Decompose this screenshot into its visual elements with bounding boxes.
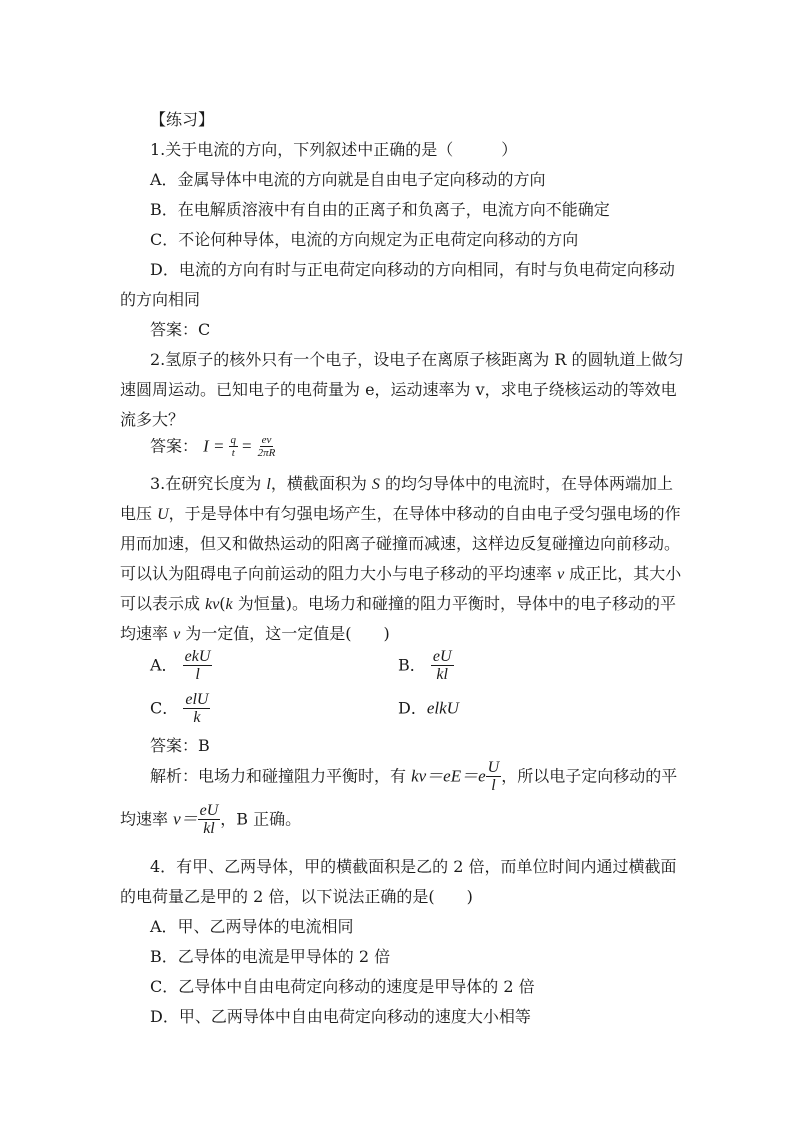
q3-option-b-den: kl [436, 666, 448, 683]
q1-option-d-line2: 的方向相同 [120, 290, 201, 309]
q1-answer: 答案：C [150, 320, 211, 339]
q3-option-c-label: C． [150, 698, 179, 718]
q3-exp1-text-a: 解析：电场力和碰撞阻力平衡时，有 [150, 766, 412, 786]
q3-var-kv: kv [205, 596, 220, 613]
q3-line4 [120, 564, 681, 585]
q3-l4-text-a: 可以认为阻碍电子向前运动的阻力大小与电子移动的平均速率 [120, 564, 558, 583]
q2-fraction-ev-2piR [256, 434, 278, 459]
q3-exp2-text-b: ，B 正确。 [220, 809, 302, 829]
q2-frac2-num: ev [261, 434, 272, 447]
q3-l2-text-b: ，于是导体中有匀强电场产生，在导体中移动的自由电子受匀强电场的作 [168, 504, 681, 523]
q3-option-a-label: A． [150, 655, 178, 675]
q3-l1-text-c: 的均匀导体中的电流时，在导体两端加上 [379, 474, 673, 493]
q3-exp2-den: kl [203, 820, 215, 837]
q3-l5-paren: ( [219, 594, 226, 613]
q3-option-d-label: D． [398, 698, 427, 718]
q2-frac1-num: q [230, 434, 236, 447]
q3-exp1-num: U [487, 759, 500, 776]
q3-option-a-den: l [195, 666, 200, 683]
q1-option-c: C．不论何种导体，电流的方向规定为正电荷定向移动的方向 [150, 230, 579, 249]
q3-line1 [150, 474, 673, 495]
q3-l1-text-b: ，横截面积为 [270, 474, 372, 493]
q3-var-U: U [157, 506, 169, 523]
q3-option-a-fraction [183, 648, 213, 683]
q3-exp2-num: eU [199, 802, 219, 819]
q4-option-d: D．甲、乙两导体中自由电荷定向移动的速度大小相等 [150, 1007, 531, 1026]
q1-option-a: A．金属导体中电流的方向就是自由电子定向移动的方向 [150, 170, 546, 189]
q4-option-b: B．乙导体的电流是甲导体的 2 倍 [150, 947, 391, 966]
q3-l6-text-a: 均速率 [120, 624, 174, 643]
q3-exp1-den: l [491, 777, 496, 794]
q3-exp2-var: v＝ [173, 809, 198, 829]
q4-option-a: A．甲、乙两导体的电流相同 [150, 917, 354, 936]
q3-exp2-text-a: 均速率 [120, 809, 174, 829]
q3-option-c-num: elU [185, 691, 209, 708]
q3-option-b-fraction [431, 648, 454, 683]
q3-l5-text-a: 可以表示成 [120, 594, 206, 613]
q1-stem: 1.关于电流的方向，下列叙述中正确的是（ ） [150, 140, 518, 159]
q3-explanation-line2 [120, 799, 301, 840]
q3-line3: 用而加速，但又和做热运动的阳离子碰撞而减速，这样边反复碰撞边向前移动。 [120, 534, 681, 553]
q3-option-d [398, 688, 459, 729]
q3-var-v2: v [173, 626, 181, 643]
section-title: 【练习】 [150, 110, 215, 129]
q4-line2: 的电荷量乙是甲的 2 倍，以下说法正确的是( ) [120, 887, 473, 906]
q3-option-c [150, 688, 210, 729]
q3-line6 [120, 624, 390, 645]
q3-line5 [120, 594, 676, 615]
q1-option-d-line1: D．电流的方向有时与正电荷定向移动的方向相同，有时与负电荷定向移动 [150, 260, 675, 279]
q4-option-c: C．乙导体中自由电荷定向移动的速度是甲导体的 2 倍 [150, 977, 535, 996]
q3-l5-text-c: 为恒量)。电场力和碰撞的阻力平衡时，导体中的电子移动的平 [232, 594, 676, 613]
q4-line1: 4．有甲、乙两导体，甲的横截面积是乙的 2 倍，而单位时间内通过横截面 [150, 857, 677, 876]
q3-var-l: l [266, 476, 271, 493]
q3-exp1-fraction [486, 759, 502, 794]
q3-option-a-num: ekU [184, 648, 211, 665]
q2-line3: 流多大？ [120, 410, 185, 429]
q1-option-b: B．在电解质溶液中有自由的正离子和负离子，电流方向不能确定 [150, 200, 610, 219]
q3-l6-text-b: 为一定值，这一定值是( ) [180, 624, 390, 643]
q3-l2-text-a: 电压 [120, 504, 158, 523]
q3-exp1-formula: kv＝eE＝e [411, 766, 486, 786]
q3-option-b-num: eU [432, 648, 452, 665]
q3-line2 [120, 504, 681, 525]
q3-option-b [398, 645, 454, 686]
q3-option-c-fraction [183, 691, 210, 726]
q3-var-k: k [225, 596, 233, 613]
q3-option-d-value: elkU [426, 698, 459, 718]
q2-line1: 2.氢原子的核外只有一个电子，设电子在离原子核距离为 R 的圆轨道上做匀 [150, 350, 684, 369]
q3-var-v: v [557, 566, 565, 583]
q2-frac1-den: t [231, 447, 235, 460]
q2-formula [203, 428, 277, 464]
q3-option-b-label: B． [398, 655, 426, 675]
q2-frac2-den: 2πR [257, 447, 276, 460]
q2-line2: 速圆周运动。已知电子的电荷量为 e，运动速率为 v，求电子绕核运动的等效电 [120, 380, 677, 399]
q2-answer-label: 答案： [150, 436, 199, 456]
q3-explanation-line1 [150, 756, 677, 797]
q3-exp1-text-b: ，所以电子定向移动的平 [501, 766, 678, 786]
q2-formula-lhs: I = [203, 436, 225, 456]
q3-answer: 答案：B [150, 736, 210, 755]
q3-option-c-den: k [193, 709, 201, 726]
q3-l1-text-a: 3.在研究长度为 [150, 474, 267, 493]
q2-formula-eq: = [242, 436, 252, 456]
q3-option-a [150, 645, 212, 686]
q2-answer [150, 428, 277, 465]
q2-fraction-q-t [229, 434, 239, 459]
q3-var-S: S [371, 476, 380, 493]
q3-l4-text-b: 成正比，其大小 [564, 564, 682, 583]
q3-exp2-fraction [198, 802, 221, 837]
